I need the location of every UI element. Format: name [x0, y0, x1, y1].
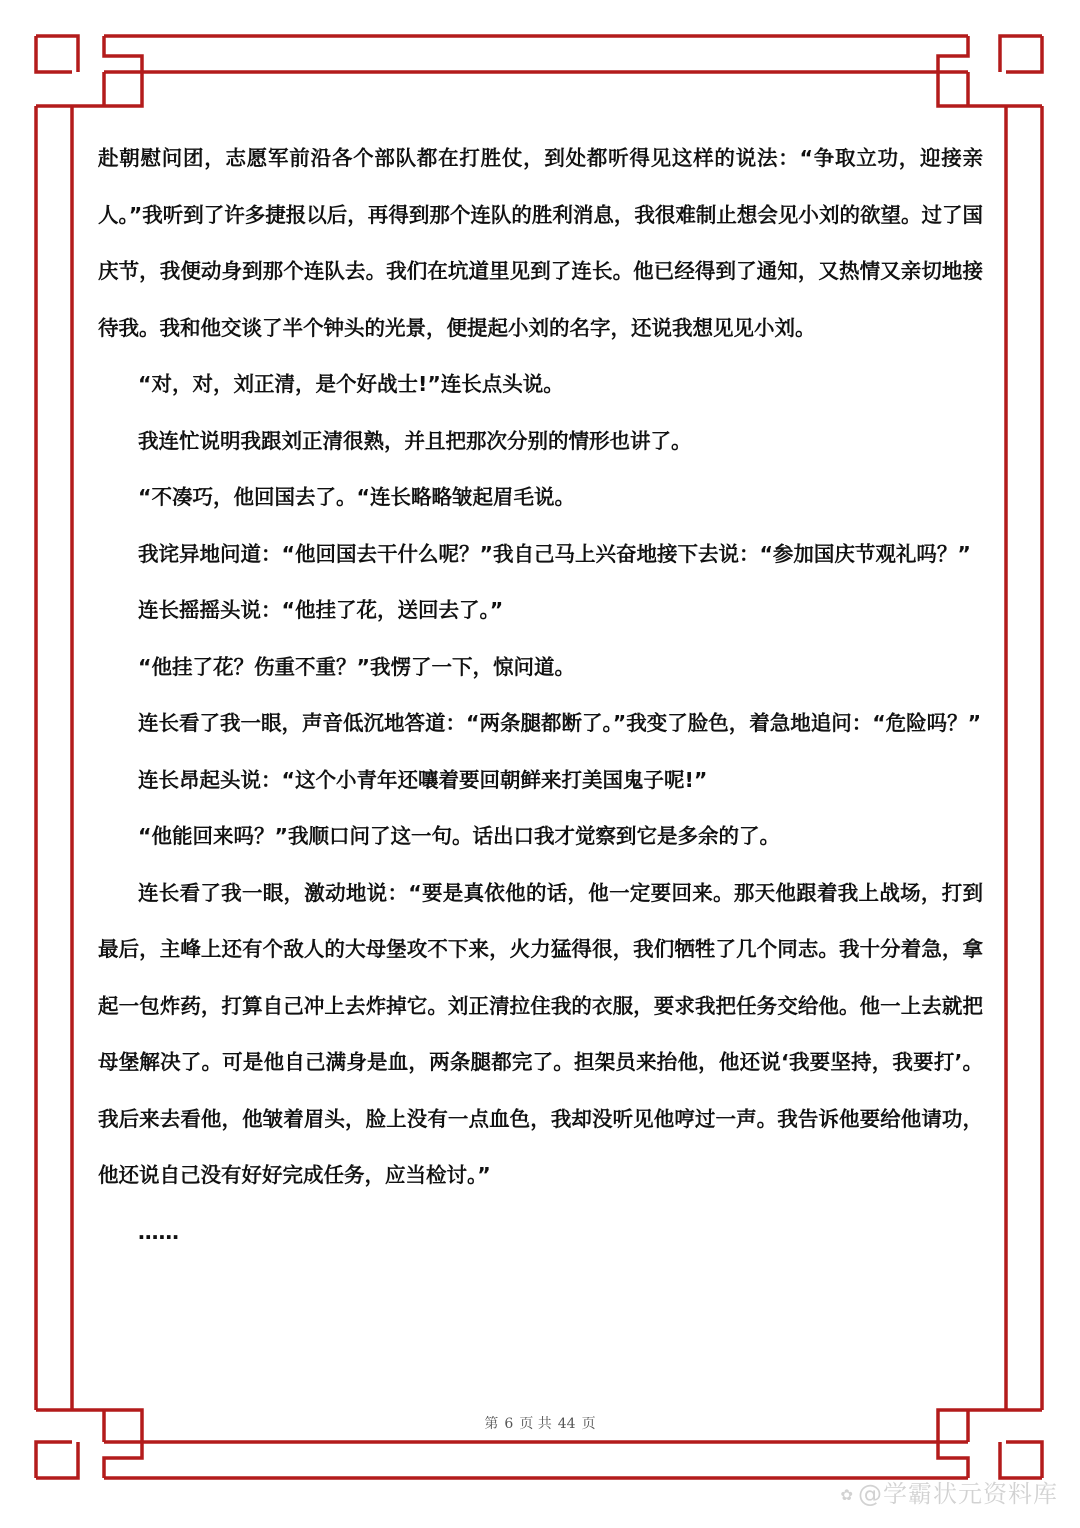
- page-number-footer: [0, 1413, 1080, 1433]
- paw-logo-icon: ✿: [840, 1486, 854, 1504]
- watermark: [840, 1474, 1058, 1509]
- paragraph: 我诧异地问道：“他回国去干什么呢？”我自己马上兴奋地接下去说：“参加国庆节观礼吗？”: [138, 541, 971, 566]
- watermark-text: @学霸状元资料库: [858, 1480, 1058, 1508]
- paragraph: 连长摇摇头说：“他挂了花，送回去了。”: [138, 598, 504, 622]
- footer-prefix: 第: [484, 1416, 499, 1432]
- paragraph: “对，对，刘正清，是个好战士!”连长点头说。: [138, 372, 564, 396]
- paragraph: “不凑巧，他回国去了。“连长略略皱起眉毛说。: [138, 485, 575, 509]
- paragraph: “他能回来吗？”我顺口问了这一句。话出口我才觉察到它是多余的了。: [138, 824, 780, 848]
- paragraph: 连长看了我一眼，激动地说：“要是真依他的话，他一定要回来。那天他跟着我上战场，打到最后，主峰上还有个敌人的大母堡攻不下来，火力猛得很，我们牺牲了几个同志。我十分着急，拿起一包炸药，打算自己冲上去炸掉它。刘正清拉住我的衣服，要求我把任务交给他。他一上去就把母堡解决了。可是他自己满身是血，两条腿都完了。担架员来抬他，他还说‘我要坚持，我要打’。我后来去看他，他皱着眉头，脸上没有一点血色，我却没听见他哼过一声。我告诉他要给他请功，他还说自己没有好好完成任务，应当检讨。”: [98, 880, 983, 1187]
- paragraph: 赴朝慰问团，志愿军前沿各个部队都在打胜仗，到处都听得见这样的说法：“争取立功，迎接亲人。”我听到了许多捷报以后，再得到那个连队的胜利消息，我很难制止想会见小刘的欲望。过了国庆节，我便动身到那个连队去。我们在坑道里见到了连长。他已经得到了通知，又热情又亲切地接待我。我和他交谈了半个钟头的光景，便提起小刘的名字，还说我想见见小刘。: [98, 146, 983, 340]
- footer-middle: 页 共: [519, 1416, 552, 1432]
- total-page-count: 44: [557, 1416, 576, 1432]
- document-body: [98, 130, 983, 1260]
- current-page-number: 6: [504, 1416, 514, 1432]
- paragraph: 我连忙说明我跟刘正清很熟，并且把那次分别的情形也讲了。: [138, 428, 692, 453]
- footer-suffix: 页: [581, 1416, 596, 1432]
- paragraph: 连长看了我一眼，声音低沉地答道：“两条腿都断了。”我变了脸色，着急地追问：“危险吗？”: [138, 711, 982, 735]
- ellipsis-paragraph: ……: [138, 1219, 179, 1244]
- paragraph: “他挂了花？伤重不重？”我愣了一下，惊问道。: [138, 654, 575, 679]
- paragraph: 连长昂起头说：“这个小青年还嚷着要回朝鲜来打美国鬼子呢!”: [138, 767, 708, 792]
